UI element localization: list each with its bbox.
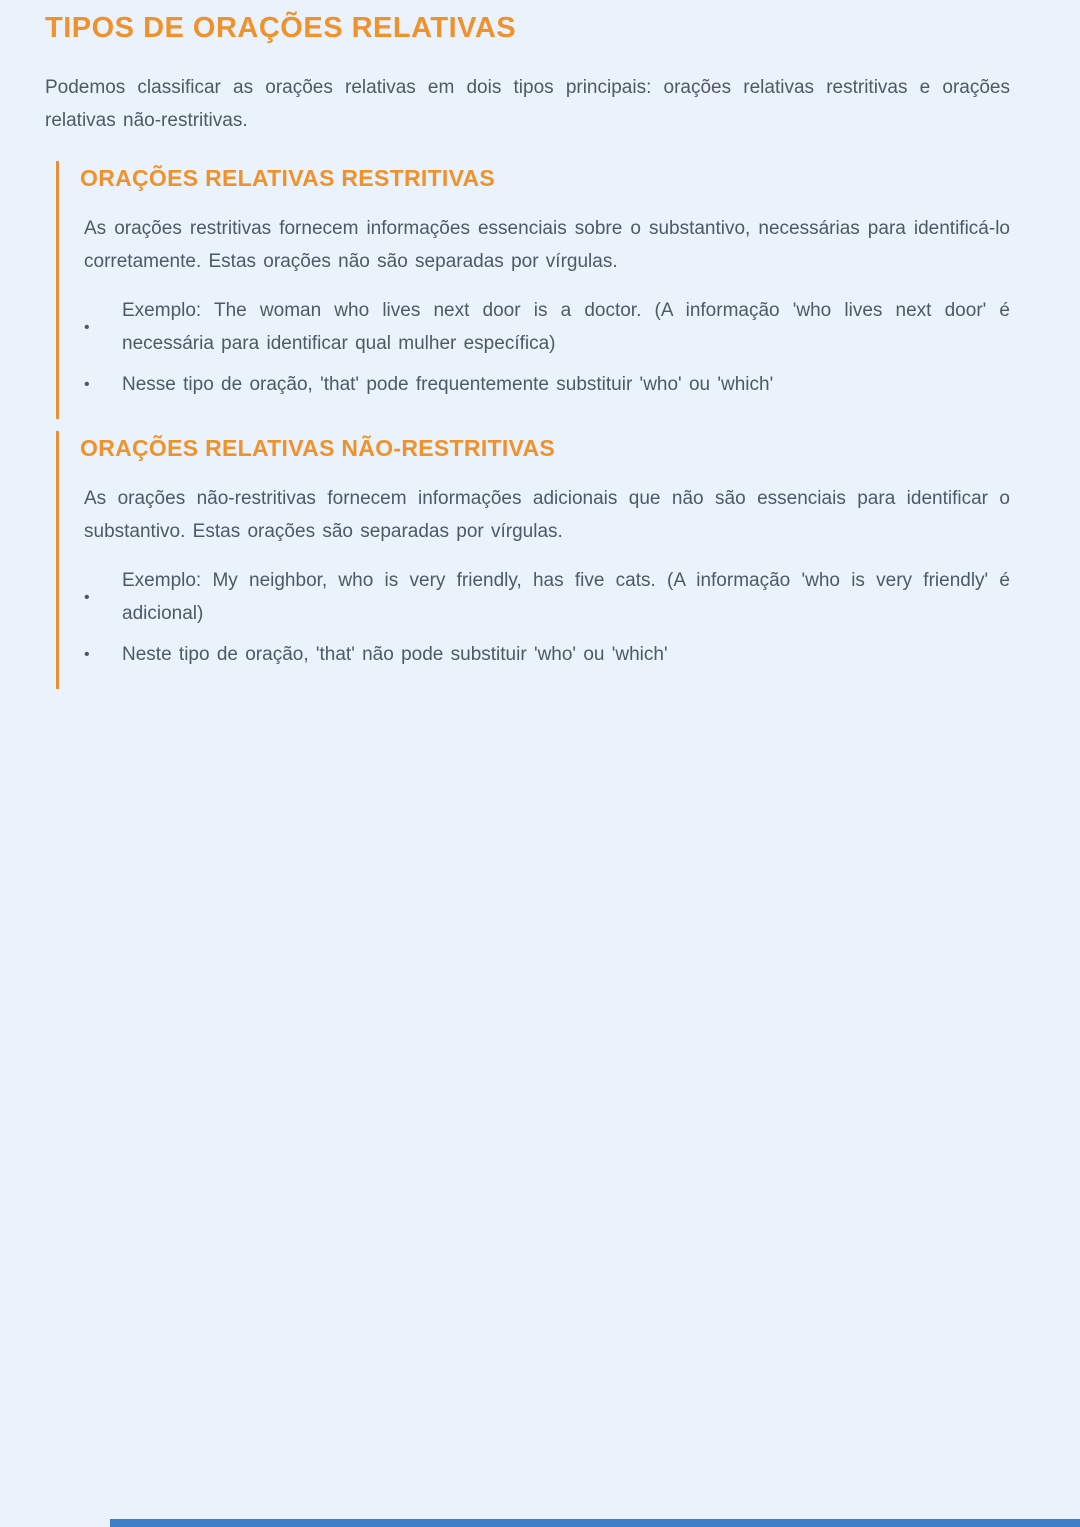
list-item — [84, 294, 1010, 360]
list-item — [84, 638, 1010, 671]
list-item — [84, 564, 1010, 630]
page-title: TIPOS DE ORAÇÕES RELATIVAS — [45, 12, 517, 44]
bullet-icon: • — [84, 318, 90, 336]
bullet-icon: • — [84, 646, 90, 663]
section-heading-nonrestrictive: ORAÇÕES RELATIVAS NÃO-RESTRITIVAS — [80, 435, 556, 461]
section-heading-restrictive: ORAÇÕES RELATIVAS RESTRITIVAS — [80, 165, 496, 191]
section-restrictive-clauses — [56, 161, 1010, 419]
bullet-text: Neste tipo de oração, 'that' não pode substituir 'who' ou 'which' — [122, 644, 668, 665]
list-item — [84, 368, 1010, 401]
bullet-list-nonrestrictive — [84, 564, 1010, 671]
intro-paragraph: Podemos classificar as orações relativas em dois tipos principais: orações relativas restritivas e orações relativas não-restritivas. — [45, 77, 1010, 131]
bullet-icon: • — [84, 376, 90, 393]
bullet-text: Exemplo: My neighbor, who is very friendly, has five cats. (A informação 'who is very friendly' é adicional) — [122, 570, 1010, 624]
bullet-icon: • — [84, 588, 90, 606]
bullet-text: Exemplo: The woman who lives next door is a doctor. (A informação 'who lives next door' é necessária para identificar qual mulher específica) — [122, 300, 1010, 354]
section-nonrestrictive-clauses — [56, 431, 1010, 689]
footer-bar — [110, 1519, 1080, 1527]
bullet-text: Nesse tipo de oração, 'that' pode frequentemente substituir 'who' ou 'which' — [122, 374, 774, 395]
section-body-nonrestrictive: As orações não-restritivas fornecem informações adicionais que não são essenciais para identificar o substantivo. Estas orações são separadas por vírgulas. — [84, 488, 1010, 542]
bullet-list-restrictive — [84, 294, 1010, 401]
section-body-restrictive: As orações restritivas fornecem informações essenciais sobre o substantivo, necessárias para identificá-lo corretamente. Estas orações não são separadas por vírgulas. — [84, 218, 1010, 272]
